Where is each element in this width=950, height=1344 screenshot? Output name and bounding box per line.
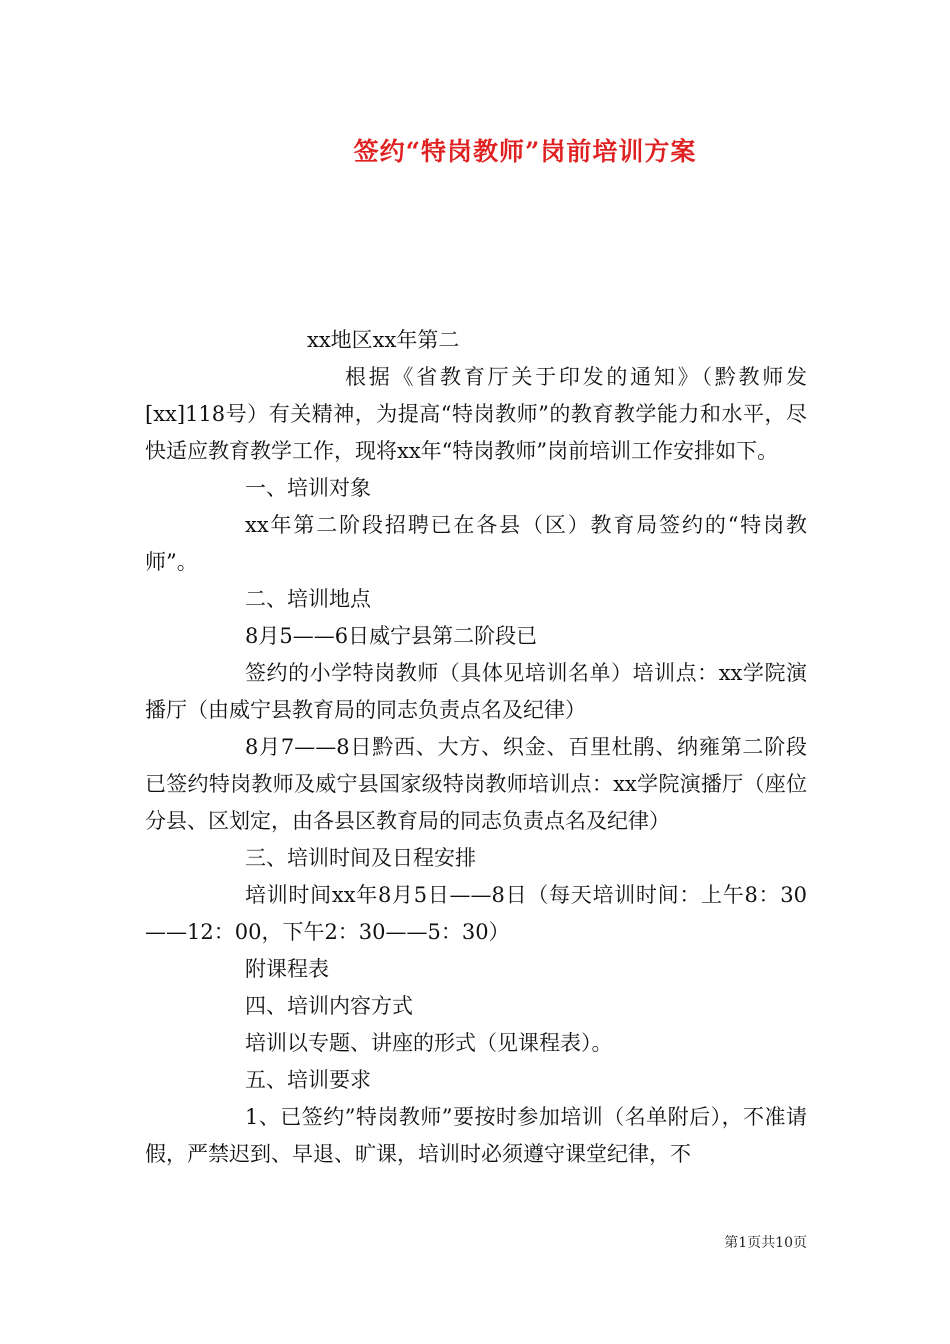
- section-heading-requirements: 五、培训要求: [245, 1068, 371, 1092]
- section-heading-location: 二、培训地点: [245, 587, 371, 611]
- location-paragraph-1: 签约的小学特岗教师（具体见培训名单）培训点：xx学院演播厅（由威宁县教育局的同志负责点名及纪律）: [145, 661, 807, 722]
- page-number-footer: 第1页共10页: [724, 1235, 807, 1251]
- section-heading-schedule: 三、培训时间及日程安排: [245, 846, 476, 870]
- targets-paragraph: xx年第二阶段招聘已在各县（区）教育局签约的“特岗教师”。: [145, 513, 807, 574]
- location-line-1: 8月5——6日威宁县第二阶段已: [245, 624, 538, 648]
- document-title: 签约“特岗教师”岗前培训方案: [353, 137, 697, 166]
- location-paragraph-2: 8月7——8日黔西、大方、织金、百里杜鹃、纳雍第二阶段已签约特岗教师及威宁县国家级特岗教师培训点：xx学院演播厅（座位分县、区划定，由各县区教育局的同志负责点名及纪律）: [145, 735, 807, 833]
- schedule-paragraph: 培训时间xx年8月5日——8日（每天培训时间：上午8：30——12：00，下午2：30——5：30）: [145, 883, 807, 944]
- section-heading-content: 四、培训内容方式: [245, 994, 413, 1018]
- document-subtitle: xx地区xx年第二: [307, 328, 460, 352]
- section-heading-targets: 一、培训对象: [245, 476, 371, 500]
- schedule-attachment: 附课程表: [245, 957, 329, 981]
- content-paragraph: 培训以专题、讲座的形式（见课程表）。: [245, 1031, 613, 1055]
- requirements-paragraph-1: 1、已签约”特岗教师”要按时参加培训（名单附后），不准请假，严禁迟到、早退、旷课，培训时必须遵守课堂纪律，不: [145, 1105, 807, 1166]
- intro-paragraph: 根据《省教育厅关于印发的通知》（黔教师发[xx]118号）有关精神，为提高“特岗教师”的教育教学能力和水平，尽快适应教育教学工作，现将xx年“特岗教师”岗前培训工作安排如下。: [145, 365, 807, 463]
- document-body: [145, 322, 807, 1173]
